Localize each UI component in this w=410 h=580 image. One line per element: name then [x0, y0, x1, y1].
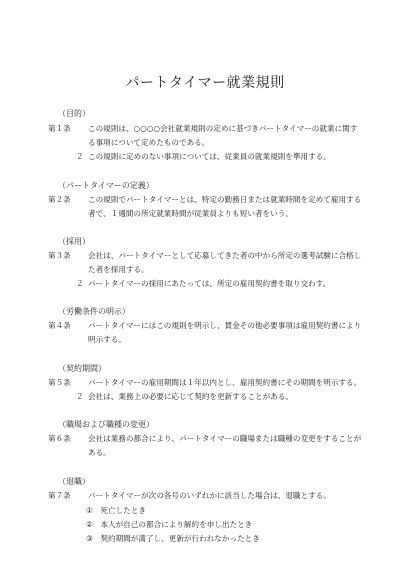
section-heading-workplace-change: （職場および職種の変更） [58, 420, 154, 429]
article-3-paragraph-2-text: パートタイマーの採用にあたっては、所定の雇用契約書を取り交わす。 [88, 279, 331, 288]
article-3-line-1: 会社は、パートタイマーとして応募してきた者の中から所定の選考試験に合格し [88, 251, 362, 260]
article-3-line-2: た者を採用する。 [88, 265, 149, 274]
document-title: パートタイマー就業規則 [125, 75, 285, 91]
article-number-2: 第２条 [48, 195, 71, 204]
article-number-4: 第４条 [48, 321, 71, 330]
section-heading-retirement: （退職） [58, 477, 90, 486]
section-heading-working-conditions: （労働条件の明示） [58, 307, 130, 316]
article-6-line-2: ある。 [88, 448, 111, 457]
article-1-line-1: この規則は、○○○○会社就業規則の定めに基づきパートタイマーの就業に関す [88, 124, 358, 133]
section-heading-hiring: （採用） [58, 237, 90, 246]
section-heading-purpose: （目的） [58, 109, 90, 118]
article-3-paragraph-2-number: ２ [76, 279, 84, 288]
article-1-line-2: る事項について定めたものである。 [88, 138, 210, 147]
article-number-6: 第６条 [48, 434, 71, 443]
article-number-1: 第１条 [48, 124, 71, 133]
article-1-paragraph-2-number: ２ [76, 152, 84, 161]
article-5-paragraph-2-number: ２ [76, 392, 84, 401]
article-number-7: 第７条 [48, 491, 71, 500]
article-7-item-1: ① 死亡したとき [86, 506, 146, 515]
article-2-line-2: 者で、１週間の所定就業時間が従業員よりも短い者をいう。 [88, 209, 293, 218]
article-7-line-1: パートタイマーが次の各号のいずれかに該当した場合は、退職とする。 [88, 491, 331, 500]
article-4-line-1: パートタイマーにはこの規則を明示し、賃金その他必要事項は雇用契約書により [88, 321, 362, 330]
article-1-paragraph-2-text: この規則に定めのない事項については、従業員の就業規則を準用する。 [88, 152, 331, 161]
article-7-item-2: ② 本人が自己の都合により解約を申し出たとき [86, 520, 253, 529]
article-number-5: 第５条 [48, 378, 71, 387]
article-4-line-2: 明示する。 [88, 335, 126, 344]
section-heading-definition: （パートタイマーの定義） [58, 181, 154, 190]
article-5-paragraph-2-text: 会社は、業務上の必要に応じて契約を更新することがある。 [88, 392, 294, 401]
article-7-item-3: ③ 契約期間が満了し、更新が行われなかったとき [86, 534, 260, 543]
section-heading-contract-period: （契約期間） [58, 364, 106, 373]
article-number-3: 第３条 [48, 251, 71, 260]
article-5-line-1: パートタイマーの雇用期間は１年以内とし、雇用契約書にその期間を明示する。 [88, 378, 362, 387]
article-2-line-1: この規則でパートタイマーとは、特定の勤務日または就業時間を定めて雇用する [88, 195, 362, 204]
article-6-line-1: 会社は業務の都合により、パートタイマーの職場または職種の変更をすることが [88, 434, 362, 443]
